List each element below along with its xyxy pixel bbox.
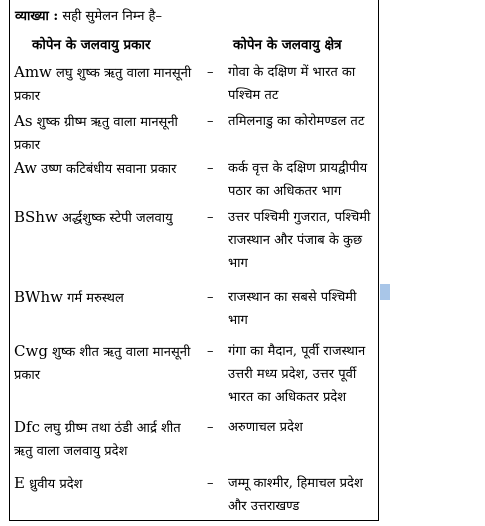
- climate-region: गंगा का मैदान, पूर्वी राजस्थान उत्तरी मध्य प्रदेश, उत्तर पूर्वी भारत का अधिकतर प्रदेश: [228, 344, 366, 405]
- dash-separator: –: [207, 290, 214, 305]
- climate-type: [14, 340, 202, 387]
- dash-separator: –: [207, 65, 214, 80]
- climate-type: [14, 416, 202, 463]
- dash-separator: –: [207, 210, 214, 225]
- climate-code: Cwg: [14, 342, 48, 360]
- climate-type: [14, 157, 202, 181]
- climate-region: उत्तर पश्चिमी गुजरात, पश्चिमी राजस्थान और पंजाब के कुछ भाग: [228, 210, 371, 271]
- climate-description: उष्ण कटिबंधीय सवाना प्रकार: [37, 162, 177, 177]
- explanation-line: [15, 6, 162, 24]
- explanation-label: व्याख्या :: [15, 9, 59, 24]
- climate-type: [14, 472, 202, 496]
- climate-code: As: [14, 112, 33, 130]
- dash-separator: –: [207, 344, 214, 359]
- climate-type: [14, 110, 202, 157]
- climate-code: E: [14, 474, 25, 492]
- text-cursor-marker: [380, 284, 390, 300]
- climate-type: [14, 61, 202, 108]
- climate-description: शुष्क शीत ऋतु वाला मानसूनी प्रकार: [14, 345, 191, 383]
- climate-code: BShw: [14, 208, 58, 226]
- column-header-climate-region: कोपेन के जलवायु क्षेत्र: [233, 37, 342, 53]
- explanation-text: सही सुमेलन निम्न है–: [58, 9, 162, 24]
- dash-separator: –: [207, 420, 214, 435]
- climate-description: लघु ग्रीष्म तथा ठंडी आर्द्र शीत ऋतु वाला जलवायु प्रदेश: [14, 421, 181, 459]
- climate-code: Amw: [14, 63, 52, 81]
- climate-region: गोवा के दक्षिण में भारत का पश्चिम तट: [228, 65, 356, 103]
- climate-type: [14, 206, 202, 230]
- dash-separator: –: [207, 114, 214, 129]
- climate-code: Aw: [14, 159, 37, 177]
- climate-description: शुष्क ग्रीष्म ऋतु वाला मानसूनी प्रकार: [14, 115, 178, 153]
- climate-description: गर्म मरुस्थल: [62, 291, 124, 306]
- climate-code: BWhw: [14, 288, 63, 306]
- column-header-climate-type: कोपेन के जलवायु प्रकार: [32, 37, 151, 53]
- dash-separator: –: [207, 161, 214, 176]
- climate-region: राजस्थान का सबसे पश्चिमी भाग: [228, 290, 357, 328]
- climate-type: [14, 286, 202, 310]
- climate-region: तमिलनाडु का कोरोमण्डल तट: [228, 114, 365, 129]
- climate-region: कर्क वृत्त के दक्षिण प्रायद्वीपीय पठार का अधिकतर भाग: [228, 161, 368, 199]
- climate-description: ध्रुवीय प्रदेश: [24, 477, 83, 492]
- climate-region: जम्मू काश्मीर, हिमाचल प्रदेश और उत्तराखण्ड: [228, 476, 363, 514]
- climate-code: Dfc: [14, 418, 40, 436]
- climate-region: अरुणाचल प्रदेश: [228, 420, 303, 435]
- answer-box: [9, 0, 379, 521]
- dash-separator: –: [207, 476, 214, 491]
- climate-description: अर्द्धशुष्क स्टेपी जलवायु: [57, 211, 173, 226]
- climate-description: लघु शुष्क ऋतु वाला मानसूनी प्रकार: [14, 66, 192, 104]
